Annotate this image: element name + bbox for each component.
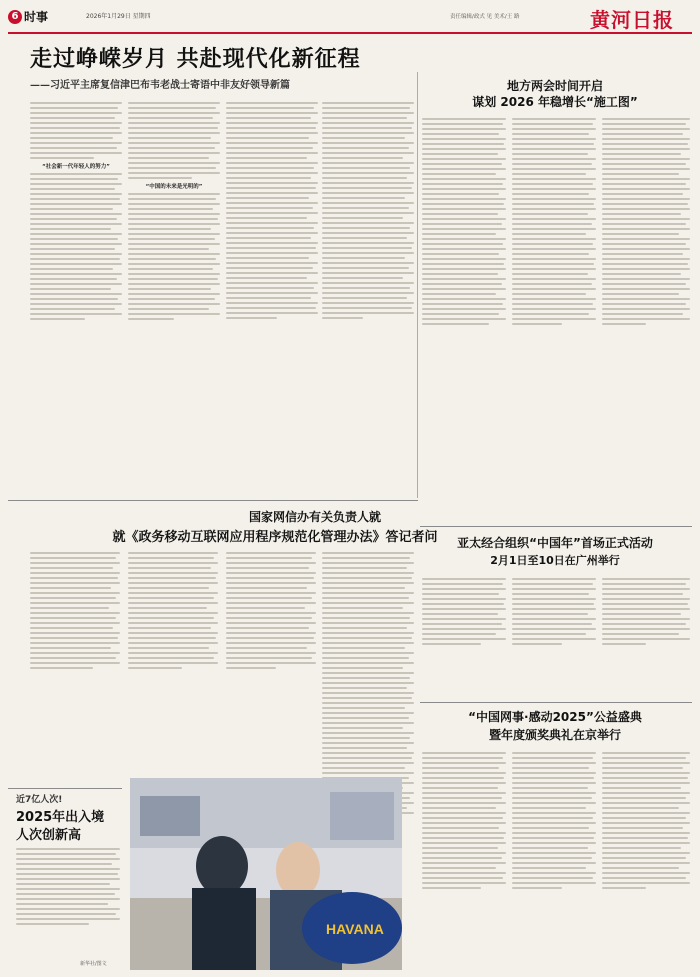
- right-mid-headline-line2: 2月1日至10日在广州举行: [490, 554, 620, 567]
- text-block: [128, 102, 220, 179]
- text-block: [422, 752, 506, 889]
- right-bottom-column-1: [422, 750, 506, 892]
- box-body: [16, 846, 120, 928]
- right-mid-column-2: [512, 576, 596, 648]
- text-block: [128, 552, 218, 669]
- lead-subhead: “社会新一代年轻人的努力”: [42, 164, 110, 170]
- column-divider: [417, 72, 418, 498]
- middle-headline-line2: 就《政务移动互联网应用程序规范化管理办法》答记者问: [112, 530, 438, 545]
- right-bottom-column-3: [602, 750, 690, 892]
- text-block: [16, 848, 120, 925]
- photo-scene: [130, 778, 402, 970]
- right-mid-headline-line1: 亚太经合组织“中国年”首场正式活动: [457, 536, 653, 550]
- lead-subhead: “中国的未来是光明的”: [145, 184, 203, 190]
- photo-caption-text: HAVANA: [326, 921, 384, 937]
- editor-credits: 责任编辑/政式 见 美术/王 路: [450, 14, 520, 20]
- box-divider: [8, 788, 122, 789]
- right-bottom-headline-line1: “中国网事·感动2025”公益盛典: [468, 710, 642, 724]
- text-block: [422, 118, 506, 325]
- lead-subheadline: ——习近平主席复信津巴布韦老战士寄语中非友好领导新篇: [30, 80, 290, 91]
- right-mid-column-3: [602, 576, 690, 648]
- box-headline-line2: 人次创新高: [16, 828, 82, 843]
- lead-column-3: [226, 100, 318, 322]
- section-divider: [8, 500, 418, 501]
- newspaper-logo: 黄河日报: [590, 8, 674, 32]
- lead-column-4: [322, 100, 414, 322]
- lead-column-2: [128, 100, 220, 323]
- issue-date: 2026年1月29日 星期四: [86, 13, 151, 20]
- right-top-column-1: [422, 116, 506, 328]
- text-block: [322, 102, 414, 319]
- page-number: 6: [8, 10, 22, 24]
- text-block: [30, 173, 122, 320]
- section-name: 时事: [24, 10, 49, 24]
- text-block: [226, 102, 318, 319]
- text-block: [512, 752, 596, 889]
- news-photo: [130, 778, 402, 970]
- lead-column-1: [30, 100, 122, 323]
- text-block: [602, 752, 690, 889]
- text-block: [602, 118, 690, 325]
- right-top-column-3: [602, 116, 690, 328]
- text-block: [422, 578, 506, 645]
- text-block: [30, 102, 122, 159]
- text-block: [512, 578, 596, 645]
- middle-column-2: [128, 550, 218, 672]
- section-divider: [420, 702, 692, 703]
- middle-headline-line1: 国家网信办有关负责人就: [248, 510, 381, 524]
- box-kicker: 近7亿人次!: [16, 795, 63, 805]
- header-rule: [8, 32, 692, 34]
- text-block: [602, 578, 690, 645]
- right-bottom-headline-line2: 暨年度颁奖典礼在京举行: [488, 728, 621, 742]
- text-block: [128, 193, 220, 320]
- box-headline-line1: 2025年出入境: [16, 810, 105, 825]
- box-byline: 新华社/图文: [80, 961, 107, 967]
- lead-headline: 走过峥嵘岁月 共赴现代化新征程: [30, 46, 361, 72]
- right-mid-column-1: [422, 576, 506, 648]
- right-bottom-column-2: [512, 750, 596, 892]
- right-top-headline-line2: 谋划 2026 年稳增长“施工图”: [472, 95, 638, 109]
- text-block: [30, 552, 120, 669]
- text-block: [226, 552, 316, 669]
- right-top-column-2: [512, 116, 596, 328]
- text-block: [512, 118, 596, 325]
- middle-column-1: [30, 550, 120, 672]
- middle-column-3: [226, 550, 316, 672]
- right-top-headline: [420, 78, 690, 110]
- right-top-headline-line1: 地方两会时间开启: [506, 79, 603, 93]
